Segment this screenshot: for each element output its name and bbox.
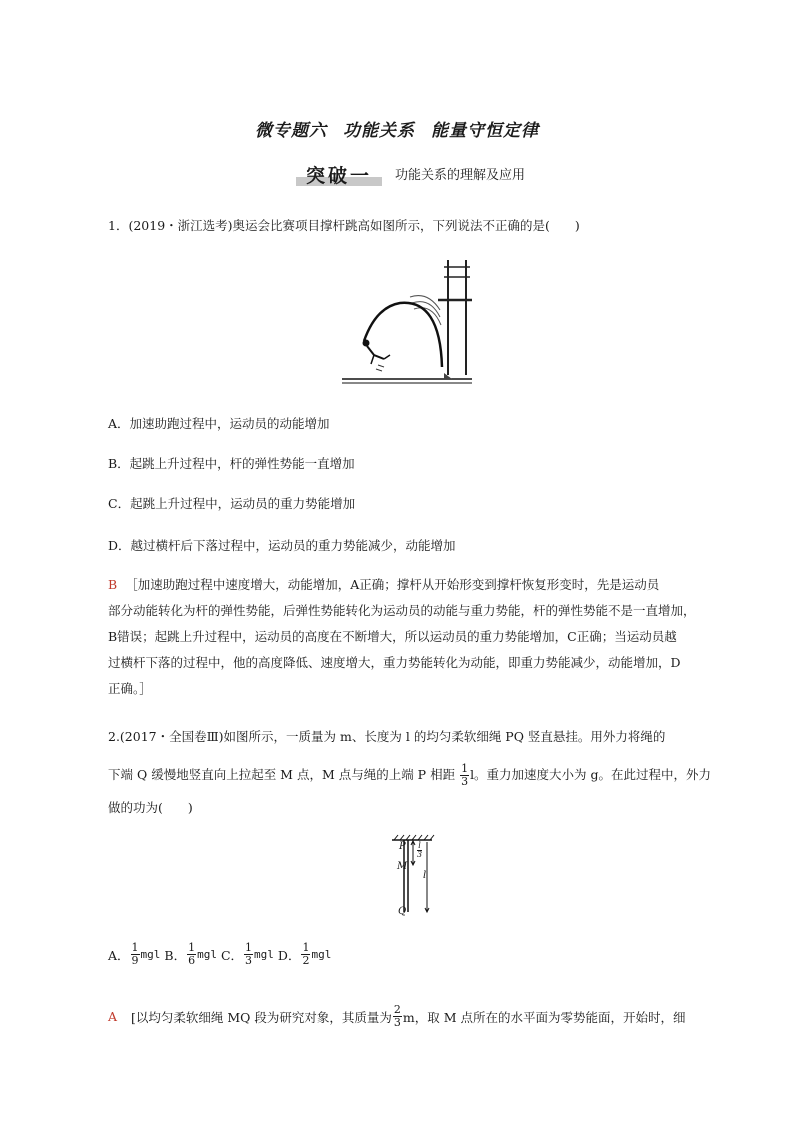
q2-option-b-letter: B． bbox=[164, 947, 187, 963]
q2-option-a-fraction bbox=[131, 942, 140, 967]
q2-options-row bbox=[108, 942, 331, 967]
q2-answer-fraction-num: 2 bbox=[393, 1003, 401, 1016]
q2-stem-line-2a: 下端 Q 缓慢地竖直向上拉起至 M 点，M 点与绳的上端 P 相距 bbox=[108, 767, 456, 782]
q2-stem-fraction-den: 3 bbox=[461, 775, 469, 788]
q2-stem-fraction-num: 1 bbox=[461, 762, 469, 775]
rope-label-q: Q bbox=[398, 906, 407, 917]
q2-option-c-den: 3 bbox=[245, 954, 253, 967]
q1-answer-block bbox=[108, 572, 720, 702]
q2-option-a-letter: A． bbox=[108, 947, 130, 963]
q1-answer-line-1 bbox=[108, 572, 720, 598]
q2-option-c-letter: C． bbox=[220, 947, 244, 963]
q1-answer-line-5: 正确。］ bbox=[108, 681, 152, 696]
q2-stem-fraction bbox=[460, 763, 469, 788]
title-part-3: 能量守恒定律 bbox=[431, 121, 539, 141]
q2-stem-line-2 bbox=[108, 763, 711, 788]
q1-answer-letter: B bbox=[108, 577, 118, 592]
q2-option-a-den: 9 bbox=[131, 954, 139, 967]
q2-option-d-unit: mgl bbox=[311, 948, 332, 961]
section-subtitle: 功能关系的理解及应用 bbox=[395, 168, 526, 183]
rope-label-l: l bbox=[423, 870, 427, 881]
rope-label-l3-num: l bbox=[418, 841, 421, 850]
rope-label-l3-den: 3 bbox=[417, 850, 423, 859]
section-badge bbox=[296, 160, 382, 186]
q2-option-b-num: 1 bbox=[188, 941, 196, 954]
rope-figure bbox=[388, 832, 442, 920]
q1-option-b: B．起跳上升过程中，杆的弹性势能一直增加 bbox=[108, 456, 355, 471]
rope-label-m: M bbox=[397, 861, 408, 872]
q2-option-b-den: 6 bbox=[188, 954, 196, 967]
q2-option-d-num: 1 bbox=[302, 941, 310, 954]
rope-label-l3 bbox=[417, 842, 422, 859]
title-part-1: 微专题六 bbox=[255, 121, 327, 141]
q2-answer-letter: A bbox=[108, 1009, 118, 1024]
q1-option-c: C．起跳上升过程中，运动员的重力势能增加 bbox=[108, 496, 356, 511]
q1-answer-line-2: 部分动能转化为杆的弹性势能，后弹性势能转化为运动员的动能与重力势能，杆的弹性势能不是一直增加， bbox=[108, 603, 696, 618]
q2-stem-line-3: 做的功为( ) bbox=[108, 800, 193, 815]
page-title bbox=[0, 116, 794, 141]
q2-option-d-fraction bbox=[301, 942, 310, 967]
q2-option-c-unit: mgl bbox=[254, 948, 274, 961]
q2-option-a-num: 1 bbox=[131, 941, 139, 954]
title-part-2: 功能关系 bbox=[343, 121, 415, 141]
q2-option-d-den: 2 bbox=[302, 954, 310, 967]
q2-option-c-num: 1 bbox=[245, 941, 253, 954]
q2-answer-text-b: m，取 M 点所在的水平面为零势能面，开始时，细 bbox=[402, 1009, 686, 1025]
q1-option-a: A．加速助跑过程中，运动员的动能增加 bbox=[108, 416, 330, 431]
q2-option-b-unit: mgl bbox=[197, 948, 217, 961]
q2-option-c-fraction bbox=[244, 942, 253, 967]
q1-answer-line-3: B错误；起跳上升过程中，运动员的高度在不断增大，所以运动员的重力势能增加，C正确；当运动员越 bbox=[108, 629, 677, 644]
q2-stem-line-2b: l。重力加速度大小为 g。在此过程中，外力 bbox=[470, 767, 712, 782]
q2-option-b-fraction bbox=[187, 942, 196, 967]
rope-label-p: P bbox=[399, 841, 406, 852]
q1-answer-line-4: 过横杆下落的过程中，他的高度降低、速度增大，重力势能转化为动能，即重力势能减少，动能增加，D bbox=[108, 655, 681, 670]
q2-answer-line bbox=[108, 1004, 686, 1029]
q2-option-d-letter: D． bbox=[277, 947, 301, 963]
q2-option-a-unit: mgl bbox=[140, 948, 161, 961]
q2-answer-fraction bbox=[393, 1004, 402, 1029]
q2-stem-line-1: 2.(2017・全国卷Ⅲ)如图所示，一质量为 m、长度为 l 的均匀柔软细绳 PQ 竖直悬挂。用外力将绳的 bbox=[108, 729, 666, 744]
q2-answer-text-a: [以均匀柔软细绳 MQ 段为研究对象，其质量为 bbox=[131, 1009, 392, 1025]
pole-vault-figure bbox=[340, 255, 476, 385]
section-badge-label: 突破一 bbox=[305, 165, 372, 187]
q2-answer-fraction-den: 3 bbox=[393, 1016, 401, 1029]
q1-option-d: D．越过横杆后下落过程中，运动员的重力势能减少，动能增加 bbox=[108, 538, 456, 553]
q1-stem: 1．(2019・浙江选考)奥运会比赛项目撑杆跳高如图所示，下列说法不正确的是( ) bbox=[108, 218, 580, 233]
q1-answer-text-1: ［加速助跑过程中速度增大，动能增加，A正确；撑杆从开始形变到撑杆恢复形变时，先是运动员 bbox=[125, 577, 660, 592]
